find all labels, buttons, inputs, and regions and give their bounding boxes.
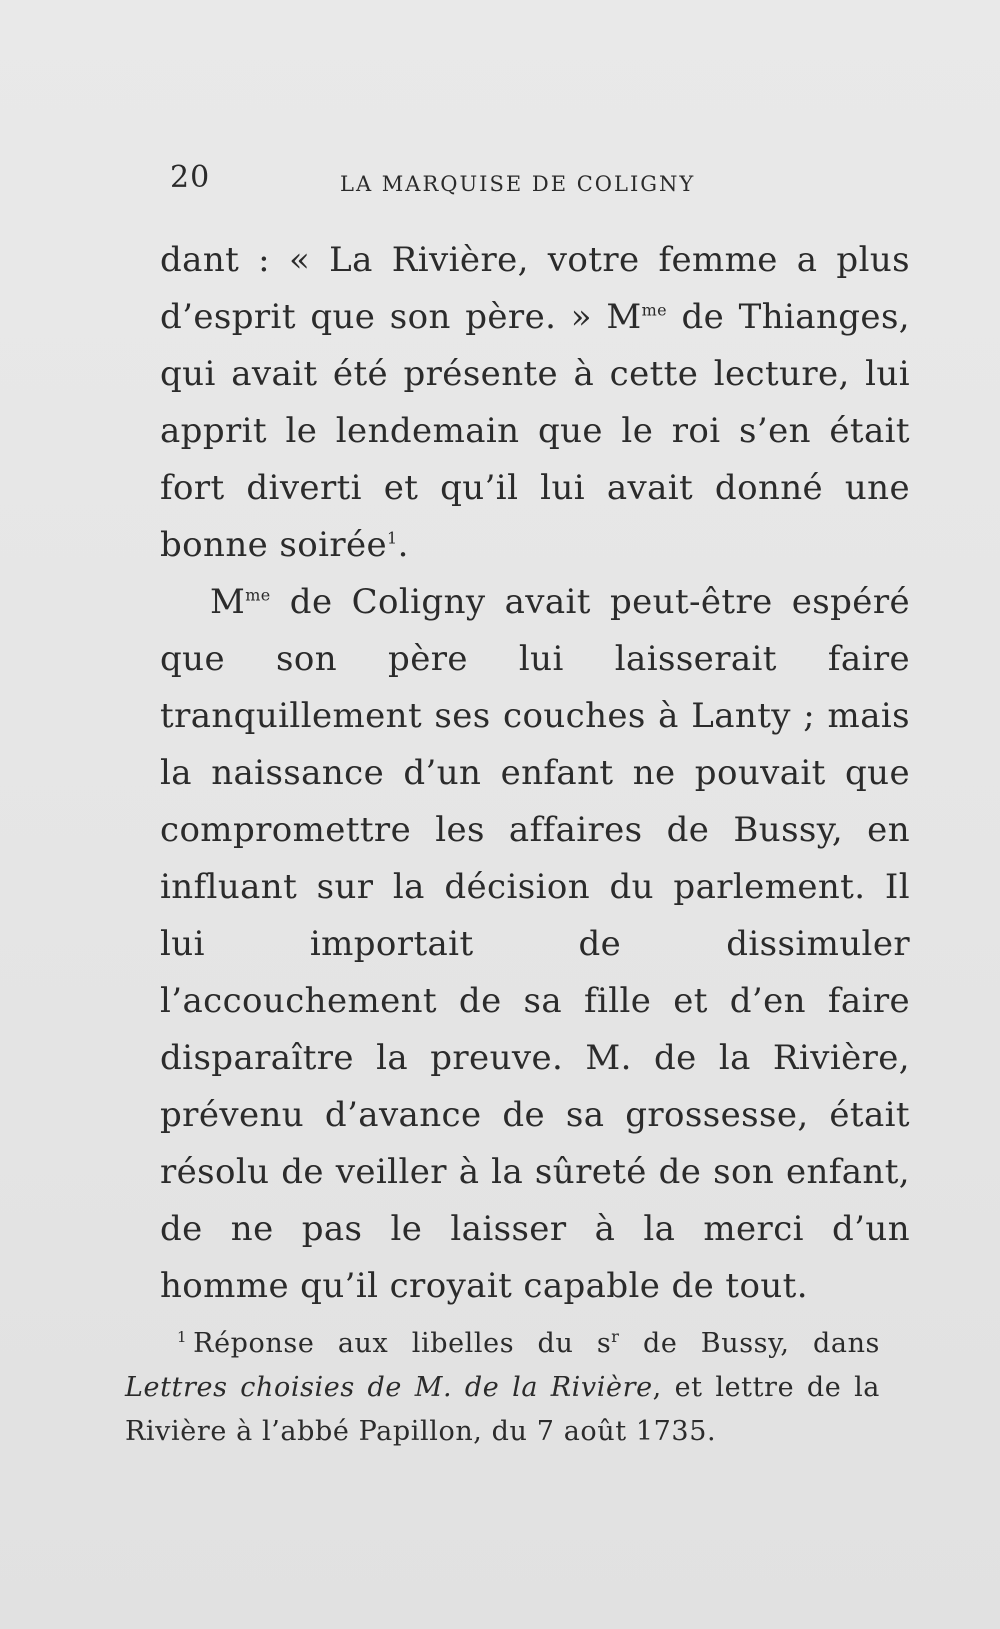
footnote-text-c: , et lettre de la Rivière à l’abbé Papillon, du 7 août 1735.	[125, 1372, 881, 1447]
paragraph-2-text-b: de Coligny avait peut-être espéré que son père lui laisserait faire tranquillement ses couches à Lanty ; mais la naissance d’un enfant ne pouvait que compromettre les affaires de Bussy, en influant sur la décision du parlement. Il lui importait de dissimuler l’accouchement de sa fille et d’en faire disparaître la preuve. M. de la Rivière, prévenu d’avance de sa grossesse, était résolu de veiller à la sûreté de son enfant, de ne pas le laisser à la merci d’un homme qu’il croyait capable de tout.	[160, 582, 910, 1306]
abbreviation-superscript: me	[641, 300, 668, 320]
page-header	[170, 160, 760, 210]
paragraph-1-end: .	[397, 525, 409, 565]
page-number: 20	[170, 160, 211, 195]
running-title: LA MARQUISE DE COLIGNY	[340, 172, 696, 196]
footnote-reference[interactable]: 1	[387, 528, 398, 548]
footnote	[125, 1322, 880, 1454]
abbreviation-superscript: me	[245, 585, 271, 605]
paragraph-1-text-a: dant : « La Rivière, votre femme a plus d’esprit que son père. » M	[160, 240, 910, 337]
footnote-book-title: Lettres choisies de M. de la Rivière	[125, 1372, 653, 1403]
footnote-text-a: Réponse aux libelles du s	[193, 1328, 612, 1359]
body-text	[160, 232, 910, 1315]
footnote-text-b: de Bussy, dans	[619, 1328, 881, 1359]
footnote-abbreviation-superscript: r	[611, 1327, 620, 1346]
paragraph-1	[160, 232, 910, 574]
paragraph-2	[160, 574, 910, 1315]
paragraph-1-text-b: de Thianges, qui avait été présente à cette lecture, lui apprit le lendemain que le roi s’en était fort diverti et qu’il lui avait donné une bonne soirée	[160, 297, 910, 565]
paragraph-2-text-a: M	[210, 582, 246, 622]
footnote-marker: 1	[177, 1328, 188, 1346]
